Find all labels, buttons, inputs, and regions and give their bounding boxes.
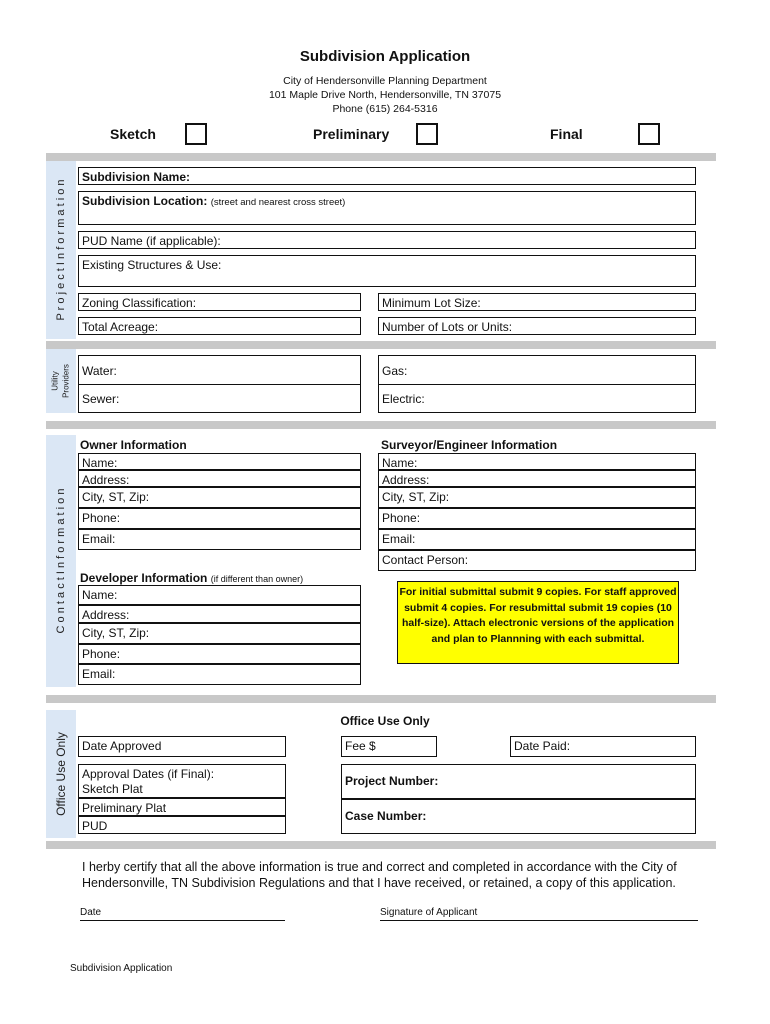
page-title: Subdivision Application <box>299 48 471 65</box>
owner-email-label: Email: <box>82 532 116 546</box>
sketch-plat-label: Sketch Plat <box>82 782 143 796</box>
case-number-label: Case Number: <box>345 809 427 823</box>
case-number-field[interactable] <box>341 799 696 834</box>
sewer-field[interactable] <box>78 384 361 413</box>
owner-name-label: Name: <box>82 456 118 470</box>
owner-city-label: City, ST, Zip: <box>82 490 150 504</box>
owner-name-field[interactable] <box>78 453 361 470</box>
gas-field[interactable] <box>378 355 696 384</box>
surveyor-phone-field[interactable] <box>378 508 696 529</box>
owner-phone-label: Phone: <box>82 511 121 525</box>
final-checkbox[interactable] <box>638 123 660 145</box>
total-acreage-label: Total Acreage: <box>82 320 159 334</box>
water-label: Water: <box>82 364 117 378</box>
pud-name-field[interactable] <box>78 231 696 249</box>
developer-name-label: Name: <box>82 588 118 602</box>
surveyor-name-field[interactable] <box>378 453 696 470</box>
page-footer: Subdivision Application <box>70 963 173 974</box>
zoning-field[interactable] <box>78 293 361 311</box>
project-info-sidebar <box>46 161 76 339</box>
section-divider <box>46 695 716 703</box>
owner-phone-field[interactable] <box>78 508 361 529</box>
applicant-signature-line[interactable] <box>380 907 698 921</box>
providers-side-label: Providers <box>61 364 71 398</box>
developer-heading-row <box>80 571 303 586</box>
surveyor-contact-field[interactable] <box>378 550 696 571</box>
project-info-side-label: P r o j e c t I n f o r m a t i o n <box>55 179 67 321</box>
date-approved-label: Date Approved <box>82 739 162 753</box>
surveyor-city-label: City, ST, Zip: <box>382 490 450 504</box>
num-lots-field[interactable] <box>378 317 696 335</box>
certification-text: I herby certify that all the above information is true and correct and completed in accordance with the City of Hendersonville, TN Subdivision Regulations and that I have received, or retained, a copy of this application. <box>82 860 677 890</box>
fee-field[interactable] <box>341 736 437 757</box>
pud-field[interactable] <box>78 816 286 834</box>
developer-phone-field[interactable] <box>78 644 361 664</box>
developer-email-label: Email: <box>82 667 116 681</box>
office-use-heading: Office Use Only <box>340 714 430 728</box>
developer-note: (if different than owner) <box>210 574 304 584</box>
date-paid-label: Date Paid: <box>514 739 571 753</box>
date-approved-field[interactable] <box>78 736 286 757</box>
electric-field[interactable] <box>378 384 696 413</box>
date-line-label: Date <box>80 907 102 918</box>
department-phone: Phone (615) 264-5316 <box>332 103 438 115</box>
section-divider <box>46 341 716 349</box>
owner-email-field[interactable] <box>78 529 361 550</box>
owner-address-label: Address: <box>82 473 130 487</box>
section-divider <box>46 421 716 429</box>
sketch-checkbox[interactable] <box>185 123 207 145</box>
developer-phone-label: Phone: <box>82 647 121 661</box>
office-use-sidebar <box>46 710 76 838</box>
utility-sidebar <box>46 349 76 413</box>
surveyor-email-field[interactable] <box>378 529 696 550</box>
preliminary-plat-label: Preliminary Plat <box>82 801 167 815</box>
surveyor-address-field[interactable] <box>378 470 696 487</box>
contact-info-sidebar <box>46 435 76 687</box>
gas-label: Gas: <box>382 364 408 378</box>
signature-line-label: Signature of Applicant <box>380 907 478 918</box>
electric-label: Electric: <box>382 392 425 406</box>
sewer-label: Sewer: <box>82 392 120 406</box>
project-number-label: Project Number: <box>345 774 439 788</box>
developer-city-label: City, ST, Zip: <box>82 626 150 640</box>
developer-email-field[interactable] <box>78 664 361 685</box>
section-divider <box>46 841 716 849</box>
submittal-notice: For initial submittal submit 9 copies. For staff approved submit 4 copies. For resubmittal submit 19 copies (10 half-size). Attach electronic versions of the application and plan to Plannning with each submittal. <box>397 581 679 664</box>
approval-dates-field[interactable] <box>78 764 286 798</box>
subdivision-name-field[interactable] <box>78 167 696 185</box>
developer-heading: Developer Information <box>80 571 208 585</box>
preliminary-label: Preliminary <box>313 126 390 142</box>
developer-address-field[interactable] <box>78 605 361 623</box>
final-label: Final <box>550 126 583 142</box>
subdivision-name-label: Subdivision Name: <box>82 170 191 184</box>
date-signature-line[interactable] <box>80 907 285 921</box>
owner-heading: Owner Information <box>80 438 187 452</box>
developer-address-label: Address: <box>82 608 130 622</box>
min-lot-size-field[interactable] <box>378 293 696 311</box>
subdivision-location-field[interactable] <box>78 191 696 225</box>
pud-name-label: PUD Name (if applicable): <box>82 234 221 248</box>
num-lots-label: Number of Lots or Units: <box>382 320 513 334</box>
zoning-label: Zoning Classification: <box>82 296 197 310</box>
surveyor-contact-label: Contact Person: <box>382 553 469 567</box>
date-paid-field[interactable] <box>510 736 696 757</box>
surveyor-city-field[interactable] <box>378 487 696 508</box>
min-lot-size-label: Minimum Lot Size: <box>382 296 481 310</box>
pud-label: PUD <box>82 819 108 833</box>
developer-name-field[interactable] <box>78 585 361 605</box>
department-address: 101 Maple Drive North, Hendersonville, TN 37075 <box>268 89 502 101</box>
surveyor-address-label: Address: <box>382 473 430 487</box>
existing-structures-label: Existing Structures & Use: <box>82 258 222 272</box>
surveyor-phone-label: Phone: <box>382 511 421 525</box>
water-field[interactable] <box>78 355 361 384</box>
preliminary-plat-field[interactable] <box>78 798 286 816</box>
utility-side-label: Utility <box>50 371 60 391</box>
subdivision-location-hint: (street and nearest cross street) <box>210 197 346 208</box>
fee-label: Fee $ <box>345 739 376 753</box>
surveyor-heading: Surveyor/Engineer Information <box>381 438 558 452</box>
total-acreage-field[interactable] <box>78 317 361 335</box>
owner-address-field[interactable] <box>78 470 361 487</box>
contact-info-side-label: C o n t a c t I n f o r m a t i o n <box>55 488 67 634</box>
office-use-side-label: Office Use Only <box>54 732 68 816</box>
surveyor-email-label: Email: <box>382 532 416 546</box>
preliminary-checkbox[interactable] <box>416 123 438 145</box>
sketch-label: Sketch <box>110 126 156 142</box>
section-divider <box>46 153 716 161</box>
surveyor-name-label: Name: <box>382 456 418 470</box>
owner-city-field[interactable] <box>78 487 361 508</box>
developer-city-field[interactable] <box>78 623 361 644</box>
existing-structures-field[interactable] <box>78 255 696 287</box>
subdivision-location-label: Subdivision Location: <box>82 194 208 208</box>
project-number-field[interactable] <box>341 764 696 799</box>
approval-dates-label: Approval Dates (if Final): <box>82 767 215 781</box>
department-name: City of Hendersonville Planning Department <box>283 75 487 87</box>
